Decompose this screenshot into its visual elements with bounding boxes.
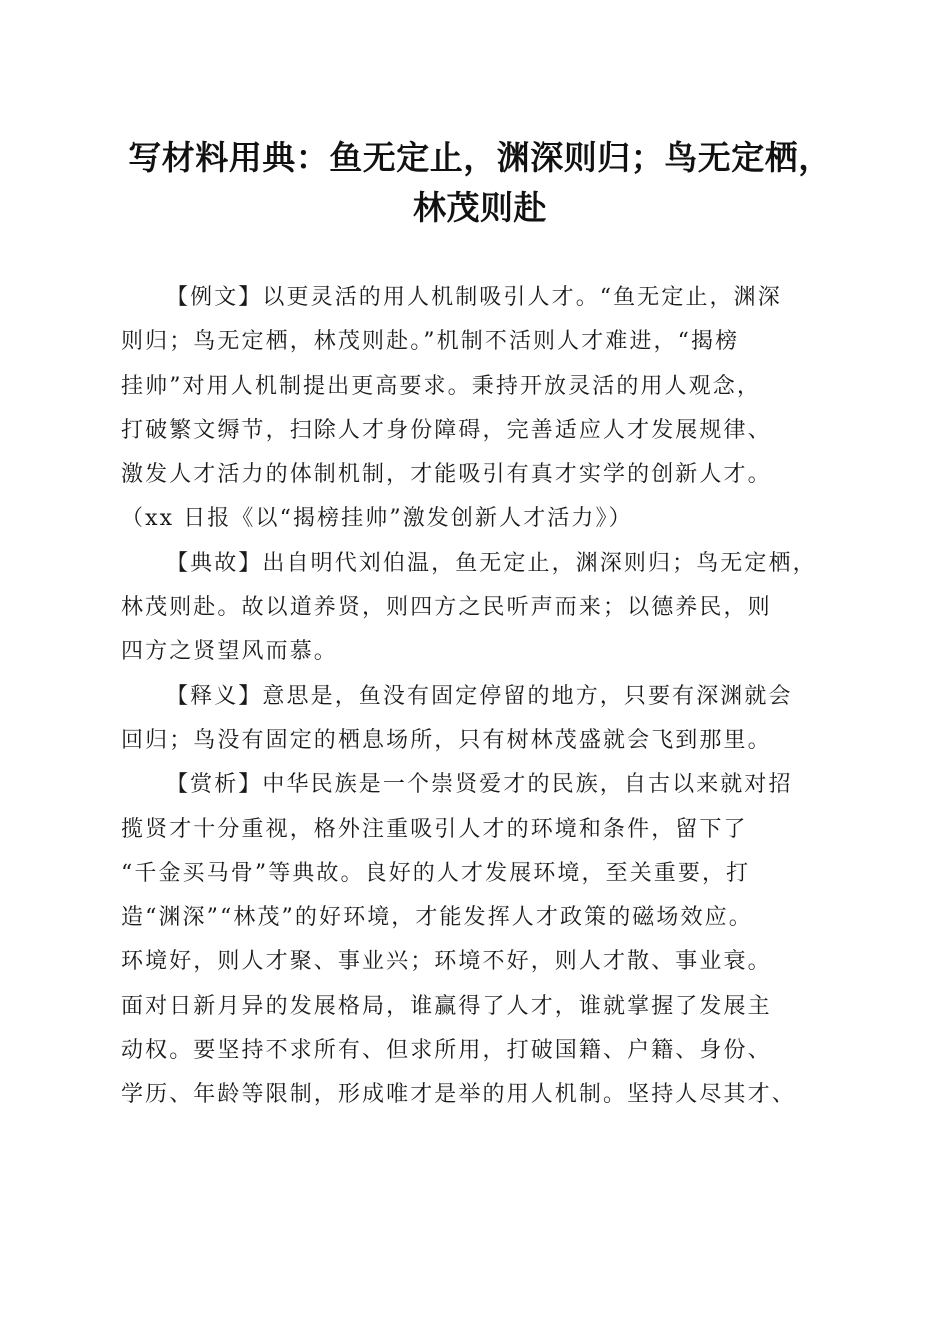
body-line: 打破繁文缛节，扫除人才身份障碍，完善适应人才发展规律、 (121, 417, 772, 443)
body-line: 【释义】意思是，鱼没有固定停留的地方，只要有深渊就会 (166, 683, 793, 709)
body-line: 面对日新月异的发展格局，谁赢得了人才，谁就掌握了发展主 (121, 993, 772, 1019)
body-line: 造“渊深”“林茂”的好环境，才能发挥人才政策的磁场效应。 (121, 905, 753, 931)
body-line: 回归；鸟没有固定的栖息场所，只有树林茂盛就会飞到那里。 (121, 727, 772, 753)
title-line-2: 林茂则赴 (413, 188, 547, 227)
body-line: 【典故】出自明代刘伯温，鱼无定止，渊深则归；鸟无定栖， (166, 550, 817, 576)
body-line: 动权。要坚持不求所有、但求所用，打破国籍、户籍、身份、 (121, 1038, 772, 1064)
body-line: “千金买马骨”等典故。良好的人才发展环境，至关重要，打 (121, 860, 751, 886)
document-body (121, 276, 843, 1118)
body-line: （xx 日报《以“揭榜挂帅”激发创新人才活力》） (121, 506, 633, 532)
body-line: 【例文】以更灵活的用人机制吸引人才。“鱼无定止，渊深 (166, 285, 782, 310)
body-line: 林茂则赴。故以道养贤，则四方之民听声而来；以德养民，则 (121, 595, 772, 621)
body-line: 揽贤才十分重视，格外注重吸引人才的环境和条件，留下了 (121, 816, 748, 842)
body-line: 激发人才活力的体制机制，才能吸引有真才实学的创新人才。 (121, 462, 772, 488)
title-line-1: 写材料用典：鱼无定止，渊深则归；鸟无定栖， (128, 138, 832, 177)
body-line: 【赏析】中华民族是一个崇贤爱才的民族，自古以来就对招 (166, 772, 793, 798)
body-line: 则归；鸟无定栖，林茂则赴。”机制不活则人才难进，“揭榜 (121, 329, 740, 355)
body-line: 挂帅”对用人机制提出更高要求。秉持开放灵活的用人观念， (121, 373, 761, 399)
body-line: 学历、年龄等限制，形成唯才是举的用人机制。坚持人尽其才、 (121, 1082, 796, 1108)
body-line: 环境好，则人才聚、事业兴；环境不好，则人才散、事业衰。 (121, 949, 772, 975)
document-title (100, 133, 860, 233)
body-line: 四方之贤望风而慕。 (121, 639, 338, 665)
